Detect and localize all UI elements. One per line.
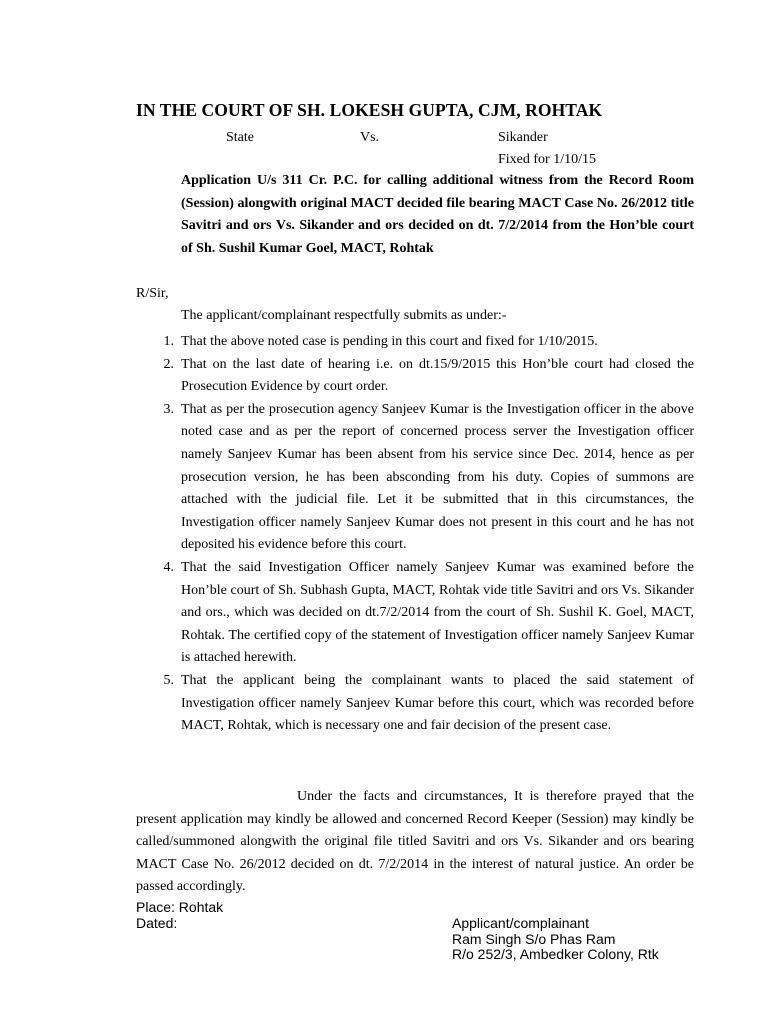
point-text: That the above noted case is pending in this court and fixed for 1/10/2015. [181, 334, 598, 349]
intro-line: The applicant/complainant respectfully submits as under:- [181, 308, 507, 323]
point-number: 5. [163, 672, 174, 688]
list-item [136, 331, 694, 354]
point-number: 1. [163, 334, 174, 349]
point-text: That on the last date of hearing i.e. on dt.15/9/2015 this Hon’ble court had closed the Prosecution Evidence by court order. [181, 356, 694, 395]
point-text: That the said Investigation Officer namely Sanjeev Kumar was examined before the Hon’ble court of Sh. Subhash Gupta, MACT, Rohtak vide title Savitri and ors Vs. Sikander and ors., which was decided on dt.7/2/2014 from the court of Sh. Sushil K. Goel, MACT, Rohtak. The certified copy of the statement of Investigation officer namely Sanjeev Kumar is attached herewith. [181, 559, 694, 666]
list-item [136, 670, 694, 738]
signatory-role: Applicant/complainant [452, 915, 589, 931]
numbered-points [136, 331, 694, 738]
signatory-block [452, 916, 659, 963]
application-title: Application U/s 311 Cr. P.C. for calling additional witness from the Record Room (Session) alongwith original MACT decided file bearing MACT Case No. 26/2012 title Savitri and ors Vs. Sikander and ors decided on dt. 7/2/2014 from the Hon’ble court of Sh. Sushil Kumar Goel, MACT, Rohtak [181, 173, 694, 256]
list-item [136, 399, 694, 557]
point-number: 2. [163, 356, 174, 372]
place-label: Place: Rohtak [136, 899, 224, 915]
prayer-paragraph: Under the facts and circumstances, It is therefore prayed that the present application may kindly be allowed and concerned Record Keeper (Session) may kindly be called/summoned alongwith the original file titled Savitri and ors Vs. Sikander and ors bearing MACT Case No. 26/2012 decided on dt. 7/2/2014 in the interest of natural justice. An order be passed accordingly. [136, 789, 694, 895]
court-heading: IN THE COURT OF SH. LOKESH GUPTA, CJM, ROHTAK [136, 100, 603, 120]
dated-label: Dated: [136, 914, 178, 931]
point-text: That the applicant being the complainant wants to placed the said statement of Investigation officer namely Sanjeev Kumar before this court, which was recorded before MACT, Rohtak, which is necessary one and fair decision of the present case. [181, 672, 694, 734]
salutation: R/Sir, [136, 286, 169, 301]
list-item [136, 557, 694, 670]
point-number: 3. [163, 401, 174, 417]
point-text: That as per the prosecution agency Sanjeev Kumar is the Investigation officer in the above noted case and as per the report of concerned process server the Investigation officer namely Sanjeev Kumar has been absent from his service since Dec. 2014, hence as per prosecution version, he has been absconding from his duty. Copies of summons are attached with the judicial file. Let it be submitted that in this circumstances, the Investigation officer namely Sanjeev Kumar does not present in this court and he has not deposited his evidence before this court. [181, 401, 694, 553]
party-left: State [226, 130, 254, 145]
party-right: Sikander [498, 130, 548, 145]
point-number: 4. [163, 559, 174, 575]
place-date-block [136, 900, 223, 931]
list-item [136, 354, 694, 399]
signatory-name: Ram Singh S/o Phas Ram [452, 930, 616, 947]
fixed-date: Fixed for 1/10/15 [498, 152, 596, 167]
signatory-address: R/o 252/3, Ambedker Colony, Rtk [452, 946, 659, 962]
party-versus: Vs. [360, 130, 380, 145]
